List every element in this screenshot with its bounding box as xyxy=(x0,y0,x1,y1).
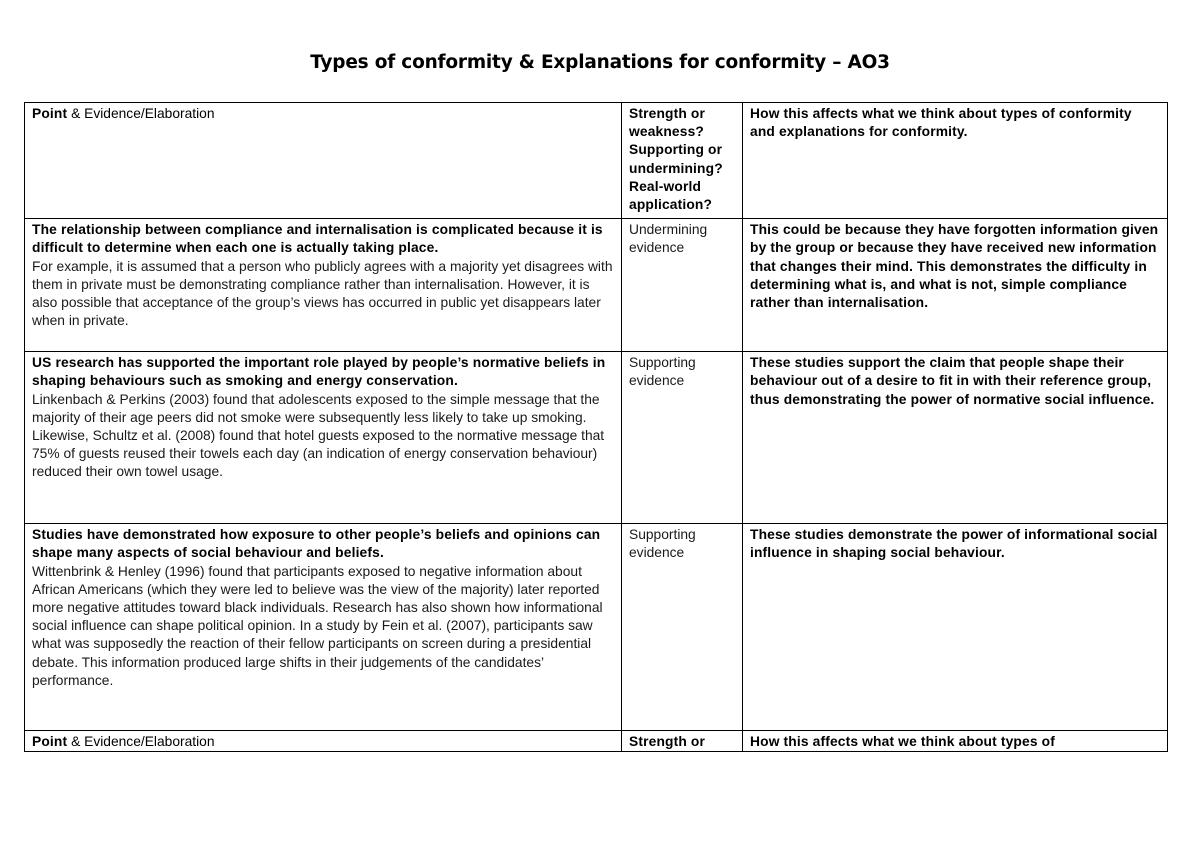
header-point-rest: & Evidence/Elaboration xyxy=(67,106,215,121)
page-title: Types of conformity & Explanations for conformity – AO3 xyxy=(310,52,890,73)
header-point-bold: Point xyxy=(32,106,68,121)
evidence-type-cell: Supporting evidence xyxy=(622,352,743,524)
table-header-row xyxy=(25,103,1168,219)
header-strength-cell: Strength or xyxy=(622,731,743,752)
point-cell xyxy=(25,352,622,524)
header-point-cell xyxy=(25,731,622,752)
table-row xyxy=(25,524,1168,731)
evidence-text: Linkenbach & Perkins (2003) found that adolescents exposed to the simple message that the majority of their age peers did not smoke were subsequently less likely to take up smoking. xyxy=(32,391,600,425)
ao3-table xyxy=(24,102,1168,752)
evidence-text: Wittenbrink & Henley (1996) found that participants exposed to negative information about African Americans (which they were led to believe was the view of the majority) later reported more negative attitudes toward black individuals. Research has also shown how informational social influence can shape political opinion. In a study by Fein et al. (2007), participants saw what was supposedly the reaction of their fellow participants on screen during a presidential debate. This information produced large shifts in their judgements of the candidates’ performance. xyxy=(32,563,603,688)
evidence-text: For example, it is assumed that a person who publicly agrees with a majority yet disagrees with them in private must be demonstrating compliance rather than internalisation. However, it is also possible that acceptance of the group’s views has occurred in public yet disappears later when in private. xyxy=(32,258,613,329)
effect-cell: These studies demonstrate the power of informational social influence in shaping social behaviour. xyxy=(743,524,1168,731)
evidence-type-cell: Undermining evidence xyxy=(622,219,743,352)
point-cell xyxy=(25,524,622,731)
point-cell xyxy=(25,219,622,352)
evidence-text: Likewise, Schultz et al. (2008) found that hotel guests exposed to the normative message that 75% of guests reused their towels each day (an indication of energy conservation behaviour) reduced their own towel usage. xyxy=(32,428,605,480)
table-row xyxy=(25,219,1168,352)
point-text: The relationship between compliance and internalisation is complicated because it is difficult to determine when each one is actually taking place. xyxy=(32,222,603,256)
effect-cell: This could be because they have forgotten information given by the group or because they have received new information that changes their mind. This demonstrates the difficulty in determining what is, and what is not, simple compliance rather than internalisation. xyxy=(743,219,1168,352)
evidence-type-cell: Supporting evidence xyxy=(622,524,743,731)
point-text: Studies have demonstrated how exposure to other people’s beliefs and opinions can shape many aspects of social behaviour and beliefs. xyxy=(32,527,601,561)
header-effect-cell: How this affects what we think about types of conformity and explanations for conformity. xyxy=(743,103,1168,219)
header-point-cell xyxy=(25,103,622,219)
effect-cell: These studies support the claim that people shape their behaviour out of a desire to fit in with their reference group, thus demonstrating the power of normative social influence. xyxy=(743,352,1168,524)
header-effect-cell: How this affects what we think about types of xyxy=(743,731,1168,752)
header-point-rest: & Evidence/Elaboration xyxy=(67,734,215,750)
header-point-bold: Point xyxy=(32,734,68,750)
table-header-row-repeat xyxy=(25,731,1168,752)
header-strength-cell: Strength or weakness? Supporting or undermining? Real-world application? xyxy=(622,103,743,219)
point-text: US research has supported the important role played by people’s normative beliefs in shaping behaviours such as smoking and energy conservation. xyxy=(32,355,606,389)
table-row xyxy=(25,352,1168,524)
